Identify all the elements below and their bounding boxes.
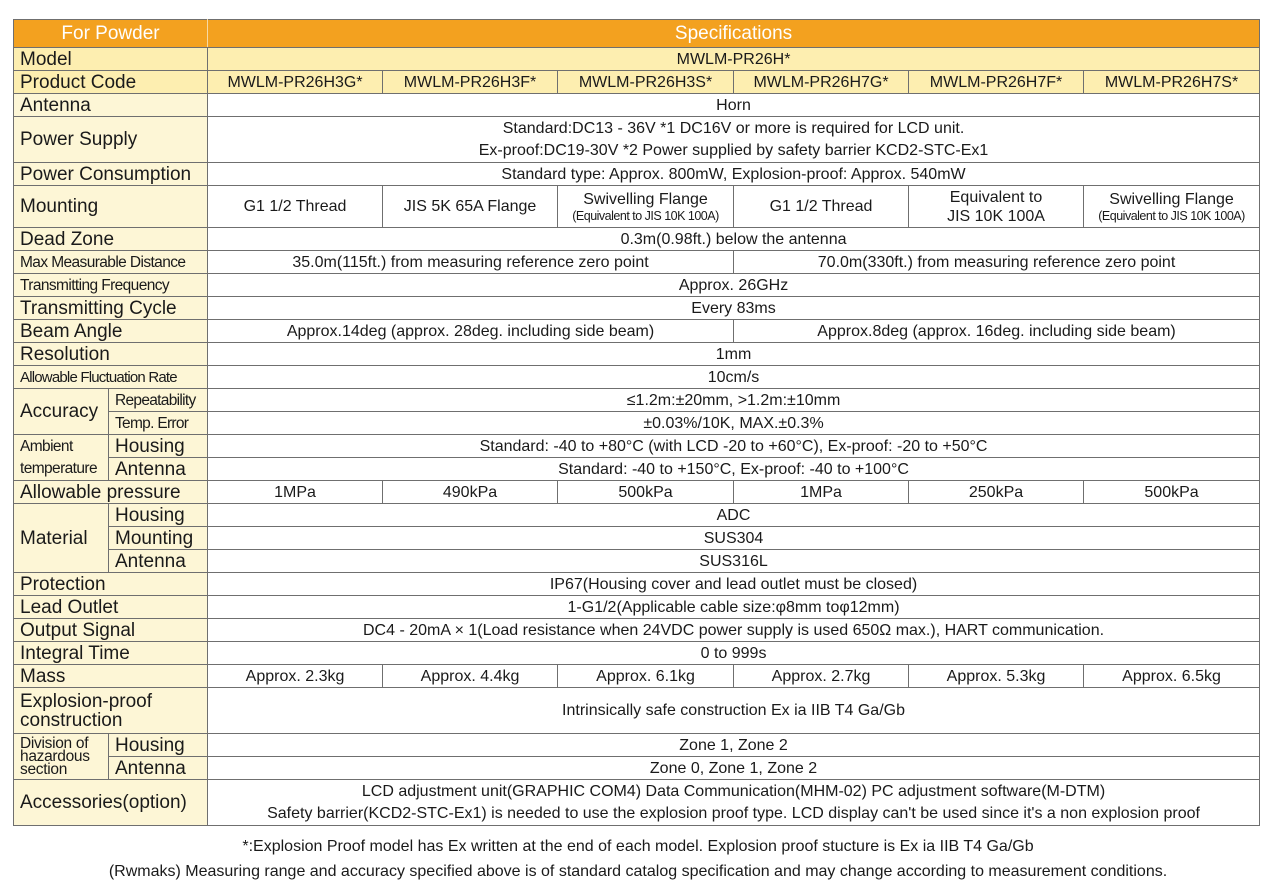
mounting-sub: (Equivalent to JIS 10K 100A)	[1098, 209, 1245, 223]
protection-value: IP67(Housing cover and lead outlet must be closed)	[208, 573, 1260, 596]
antenna-label: Antenna	[14, 94, 208, 117]
tx-frequency-value: Approx. 26GHz	[208, 274, 1260, 297]
max-distance-row	[14, 251, 1260, 274]
mounting-main: Swivelling Flange	[583, 191, 708, 208]
pressure-cell: 250kPa	[909, 481, 1084, 504]
material-mounting-label: Mounting	[109, 527, 208, 550]
power-supply-exproof: Ex-proof:DC19-30V *2 Power supplied by safety barrier KCD2-STC-Ex1	[478, 142, 989, 159]
accuracy-repeatability-row	[14, 389, 1260, 412]
resolution-row	[14, 343, 1260, 366]
hazardous-housing-value: Zone 1, Zone 2	[208, 734, 1260, 757]
mounting-cell	[909, 186, 1084, 228]
mounting-cell	[1084, 186, 1260, 228]
hazardous-housing-row	[14, 734, 1260, 757]
pressure-cell: 500kPa	[558, 481, 734, 504]
resolution-value: 1mm	[208, 343, 1260, 366]
explosion-label-line2: construction	[20, 709, 123, 731]
mass-cell: Approx. 5.3kg	[909, 665, 1084, 688]
ambient-housing-value: Standard: -40 to +80°C (with LCD -20 to +60°C), Ex-proof: -20 to +50°C	[208, 435, 1260, 458]
max-distance-cell: 70.0m(330ft.) from measuring reference zero point	[734, 251, 1260, 274]
power-consumption-label: Power Consumption	[14, 163, 208, 186]
material-housing-value: ADC	[208, 504, 1260, 527]
material-antenna-row	[14, 550, 1260, 573]
mass-cell: Approx. 4.4kg	[383, 665, 558, 688]
beam-angle-row	[14, 320, 1260, 343]
explosion-proof-label	[14, 688, 208, 734]
ambient-antenna-label: Antenna	[109, 458, 208, 481]
repeatability-value: ≤1.2m:±20mm, >1.2m:±10mm	[208, 389, 1260, 412]
material-housing-label: Housing	[109, 504, 208, 527]
resolution-label: Resolution	[14, 343, 208, 366]
hazardous-label-line3: section	[20, 761, 68, 778]
lead-outlet-value: 1-G1/2(Applicable cable size:φ8mm toφ12mm)	[208, 596, 1260, 619]
tx-cycle-value: Every 83ms	[208, 297, 1260, 320]
integral-time-value: 0 to 999s	[208, 642, 1260, 665]
model-row	[14, 48, 1260, 71]
hazardous-label-line1: Division of	[20, 735, 89, 752]
power-consumption-row	[14, 163, 1260, 186]
footnote-explosion-proof: *:Explosion Proof model has Ex written at the end of each model. Explosion proof stucture is Ex ia IIB T4 Ga/Gb	[242, 838, 1034, 855]
pressure-cell: 1MPa	[734, 481, 909, 504]
beam-angle-cell: Approx.14deg (approx. 28deg. including side beam)	[208, 320, 734, 343]
product-code-row	[14, 71, 1260, 94]
material-housing-row	[14, 504, 1260, 527]
accuracy-label: Accuracy	[14, 389, 109, 435]
tx-cycle-label: Transmitting Cycle	[14, 297, 208, 320]
explosion-label-line1: Explosion-proof	[20, 690, 153, 712]
max-distance-label: Max Measurable Distance	[14, 251, 208, 274]
tx-frequency-row	[14, 274, 1260, 297]
dead-zone-value: 0.3m(0.98ft.) below the antenna	[208, 228, 1260, 251]
explosion-proof-row	[14, 688, 1260, 734]
pressure-cell: 500kPa	[1084, 481, 1260, 504]
product-code-cell: MWLM-PR26H7G*	[734, 71, 909, 94]
protection-label: Protection	[14, 573, 208, 596]
mass-cell: Approx. 2.3kg	[208, 665, 383, 688]
protection-row	[14, 573, 1260, 596]
accessories-value	[208, 780, 1260, 826]
mounting-cell	[558, 186, 734, 228]
mass-cell: Approx. 6.5kg	[1084, 665, 1260, 688]
output-signal-row	[14, 619, 1260, 642]
accessories-line2: Safety barrier(KCD2-STC-Ex1) is needed to use the explosion proof type. LCD display can't be used since it's a non explosion proof	[267, 805, 1200, 822]
product-code-cell: MWLM-PR26H3G*	[208, 71, 383, 94]
beam-angle-label: Beam Angle	[14, 320, 208, 343]
product-code-cell: MWLM-PR26H7F*	[909, 71, 1084, 94]
fluctuation-row	[14, 366, 1260, 389]
antenna-value: Horn	[208, 94, 1260, 117]
model-value: MWLM-PR26H*	[208, 48, 1260, 71]
product-code-cell: MWLM-PR26H3S*	[558, 71, 734, 94]
output-signal-label: Output Signal	[14, 619, 208, 642]
ambient-temperature-label	[14, 435, 109, 481]
tx-frequency-label: Transmitting Frequency	[14, 274, 208, 297]
power-supply-label: Power Supply	[14, 117, 208, 163]
lead-outlet-row	[14, 596, 1260, 619]
ambient-housing-label: Housing	[109, 435, 208, 458]
mounting-main: JIS 5K 65A Flange	[403, 198, 537, 215]
mounting-main: Swivelling Flange	[1109, 191, 1234, 208]
mounting-cell	[383, 186, 558, 228]
ambient-antenna-value: Standard: -40 to +150°C, Ex-proof: -40 to +100°C	[208, 458, 1260, 481]
material-antenna-value: SUS316L	[208, 550, 1260, 573]
hazardous-antenna-value: Zone 0, Zone 1, Zone 2	[208, 757, 1260, 780]
product-code-cell: MWLM-PR26H3F*	[383, 71, 558, 94]
accessories-line1: LCD adjustment unit(GRAPHIC COM4) Data Communication(MHM-02) PC adjustment software(M-DTM)	[361, 783, 1106, 800]
mass-cell: Approx. 2.7kg	[734, 665, 909, 688]
mounting-main: Equivalent to	[949, 188, 1043, 206]
header-for-powder: For Powder	[14, 20, 208, 48]
header-row	[14, 20, 1260, 48]
integral-time-label: Integral Time	[14, 642, 208, 665]
power-supply-row	[14, 117, 1260, 163]
hazardous-housing-label: Housing	[109, 734, 208, 757]
antenna-row	[14, 94, 1260, 117]
mounting-sub: (Equivalent to JIS 10K 100A)	[572, 209, 719, 223]
hazardous-antenna-label: Antenna	[109, 757, 208, 780]
accessories-row	[14, 780, 1260, 826]
power-consumption-value: Standard type: Approx. 800mW, Explosion-proof: Approx. 540mW	[208, 163, 1260, 186]
footnote-remarks: (Rwmaks) Measuring range and accuracy specified above is of standard catalog specification and may change according to measurement conditions.	[108, 863, 1168, 880]
hazardous-label-line2: hazardous	[20, 748, 90, 765]
temp-error-value: ±0.03%/10K, MAX.±0.3%	[208, 412, 1260, 435]
power-supply-standard: Standard:DC13 - 36V *1 DC16V or more is required for LCD unit.	[502, 120, 965, 137]
temp-error-label: Temp. Error	[109, 412, 208, 435]
mounting-cell	[734, 186, 909, 228]
explosion-proof-value: Intrinsically safe construction Ex ia IIB T4 Ga/Gb	[208, 688, 1260, 734]
beam-angle-cell: Approx.8deg (approx. 16deg. including side beam)	[734, 320, 1260, 343]
mass-label: Mass	[14, 665, 208, 688]
dead-zone-row	[14, 228, 1260, 251]
header-specifications: Specifications	[208, 20, 1260, 48]
mass-cell: Approx. 6.1kg	[558, 665, 734, 688]
ambient-label-line1: Ambient	[20, 437, 73, 455]
repeatability-label: Repeatability	[109, 389, 208, 412]
mounting-sub: JIS 10K 100A	[947, 207, 1045, 225]
integral-time-row	[14, 642, 1260, 665]
ambient-housing-row	[14, 435, 1260, 458]
mounting-cell	[208, 186, 383, 228]
mounting-main: G1 1/2 Thread	[769, 198, 873, 215]
mounting-row	[14, 186, 1260, 228]
hazardous-antenna-row	[14, 757, 1260, 780]
pressure-row	[14, 481, 1260, 504]
pressure-label: Allowable pressure	[14, 481, 208, 504]
mounting-main: G1 1/2 Thread	[243, 198, 347, 215]
pressure-cell: 1MPa	[208, 481, 383, 504]
fluctuation-value: 10cm/s	[208, 366, 1260, 389]
tx-cycle-row	[14, 297, 1260, 320]
ambient-label-line2: temperature	[20, 459, 97, 477]
product-code-label: Product Code	[14, 71, 208, 94]
pressure-cell: 490kPa	[383, 481, 558, 504]
lead-outlet-label: Lead Outlet	[14, 596, 208, 619]
material-label: Material	[14, 504, 109, 573]
product-code-cell: MWLM-PR26H7S*	[1084, 71, 1260, 94]
max-distance-cell: 35.0m(115ft.) from measuring reference zero point	[208, 251, 734, 274]
material-mounting-value: SUS304	[208, 527, 1260, 550]
model-label: Model	[14, 48, 208, 71]
ambient-antenna-row	[14, 458, 1260, 481]
material-mounting-row	[14, 527, 1260, 550]
output-signal-value: DC4 - 20mA × 1(Load resistance when 24VDC power supply is used 650Ω max.), HART communication.	[208, 619, 1260, 642]
accessories-label: Accessories(option)	[14, 780, 208, 826]
power-supply-value	[208, 117, 1260, 163]
material-antenna-label: Antenna	[109, 550, 208, 573]
accuracy-temp-error-row	[14, 412, 1260, 435]
mounting-label: Mounting	[14, 186, 208, 228]
hazardous-section-label	[14, 734, 109, 780]
mass-row	[14, 665, 1260, 688]
fluctuation-label: Allowable Fluctuation Rate	[14, 366, 208, 389]
specification-table	[13, 19, 1260, 826]
dead-zone-label: Dead Zone	[14, 228, 208, 251]
